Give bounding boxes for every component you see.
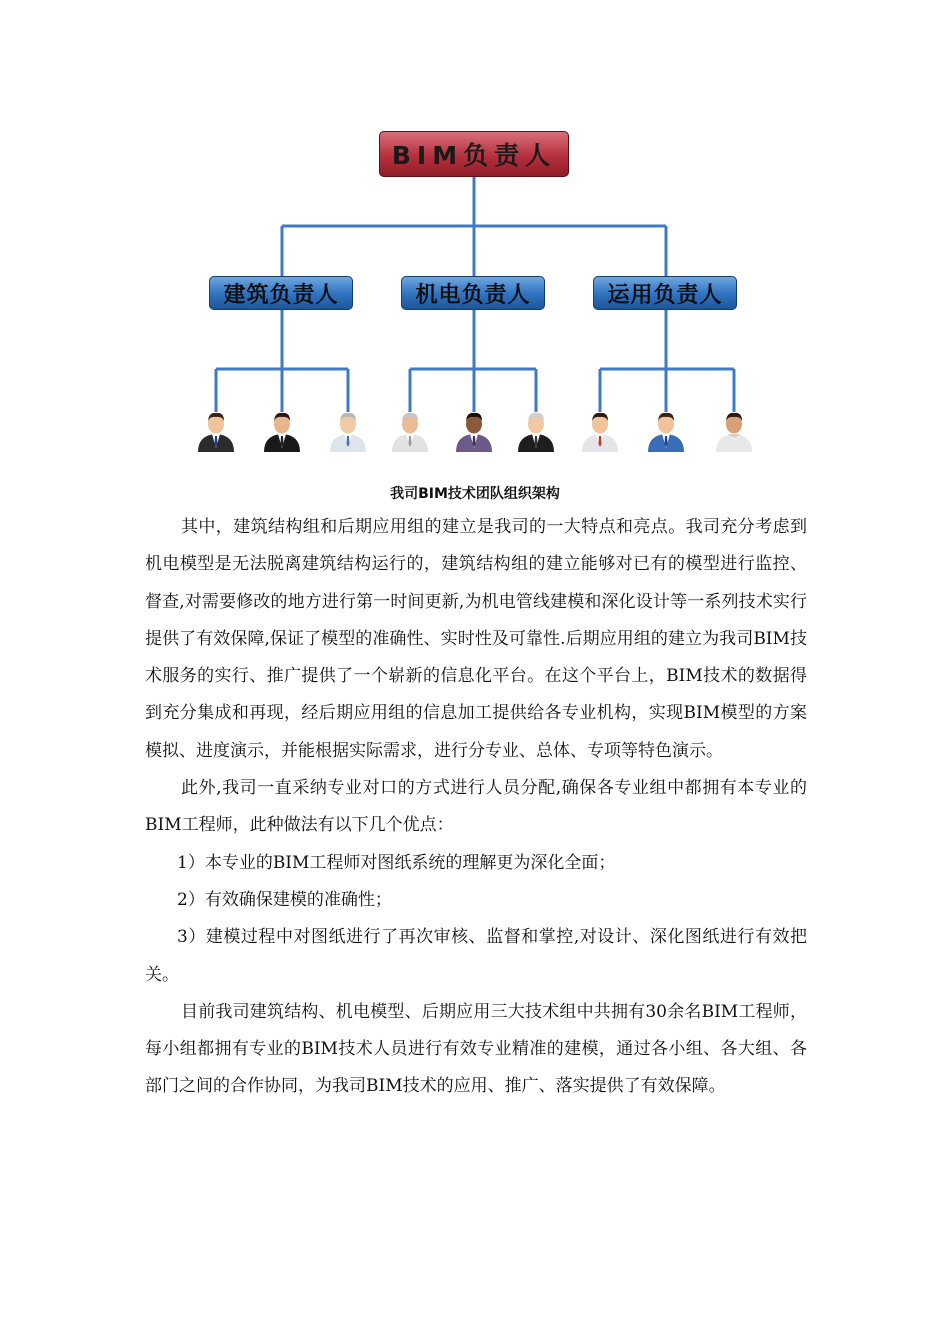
org-chart <box>0 0 950 470</box>
person-icon <box>646 410 686 452</box>
person-icon <box>454 410 494 452</box>
person-icon <box>516 410 556 452</box>
figure-caption: 我司BIM技术团队组织架构 <box>390 486 560 502</box>
mep-lead-box: 机电负责人 <box>401 276 545 310</box>
person-icon <box>328 410 368 452</box>
paragraph-3: 目前我司建筑结构、机电模型、后期应用三大技术组中共拥有30余名BIM工程师，每小组都拥有专业的BIM技术人员进行有效专业精准的建模，通过各小组、各大组、各部门之间的合作协同，为我司BIM技术的应用、推广、落实提供了有效保障。 <box>145 1001 807 1097</box>
person-icon <box>390 410 430 452</box>
paragraph-2: 此外,我司一直采纳专业对口的方式进行人员分配,确保各专业组中都拥有本专业的BIM工程师，此种做法有以下几个优点： <box>145 778 807 836</box>
list-item: 1）本专业的BIM工程师对图纸系统的理解更为深化全面； <box>177 852 616 873</box>
paragraph-1: 其中，建筑结构组和后期应用组的建立是我司的一大特点和亮点。我司充分考虑到机电模型是无法脱离建筑结构运行的，建筑结构组的建立能够对已有的模型进行监控、督查,对需要修改的地方进行第一时间更新,为机电管线建模和深化设计等一系列技术实行提供了有效保障,保证了模型的准确性、实时性及可靠性.后期应用组的建立为我司BIM技术服务的实行、推广提供了一个崭新的信息化平台。在这个平台上，BIM技术的数据得到充分集成和再现，经后期应用组的信息加工提供给各专业机构，实现BIM模型的方案模拟、进度演示，并能根据实际需求，进行分专业、总体、专项等特色演示。 <box>145 517 807 761</box>
person-icon <box>262 410 302 452</box>
org-chart-connectors <box>0 0 950 470</box>
application-lead-box: 运用负责人 <box>593 276 737 310</box>
body-text <box>145 509 807 1106</box>
architecture-lead-box: 建筑负责人 <box>209 276 353 310</box>
list-item: 3）建模过程中对图纸进行了再次审核、监督和掌控,对设计、深化图纸进行有效把关。 <box>145 927 807 985</box>
person-icon <box>196 410 236 452</box>
list-item: 2）有效确保建模的准确性； <box>177 889 392 910</box>
bim-lead-box: BIM负责人 <box>379 131 569 177</box>
person-icon <box>580 410 620 452</box>
person-icon <box>714 410 754 452</box>
